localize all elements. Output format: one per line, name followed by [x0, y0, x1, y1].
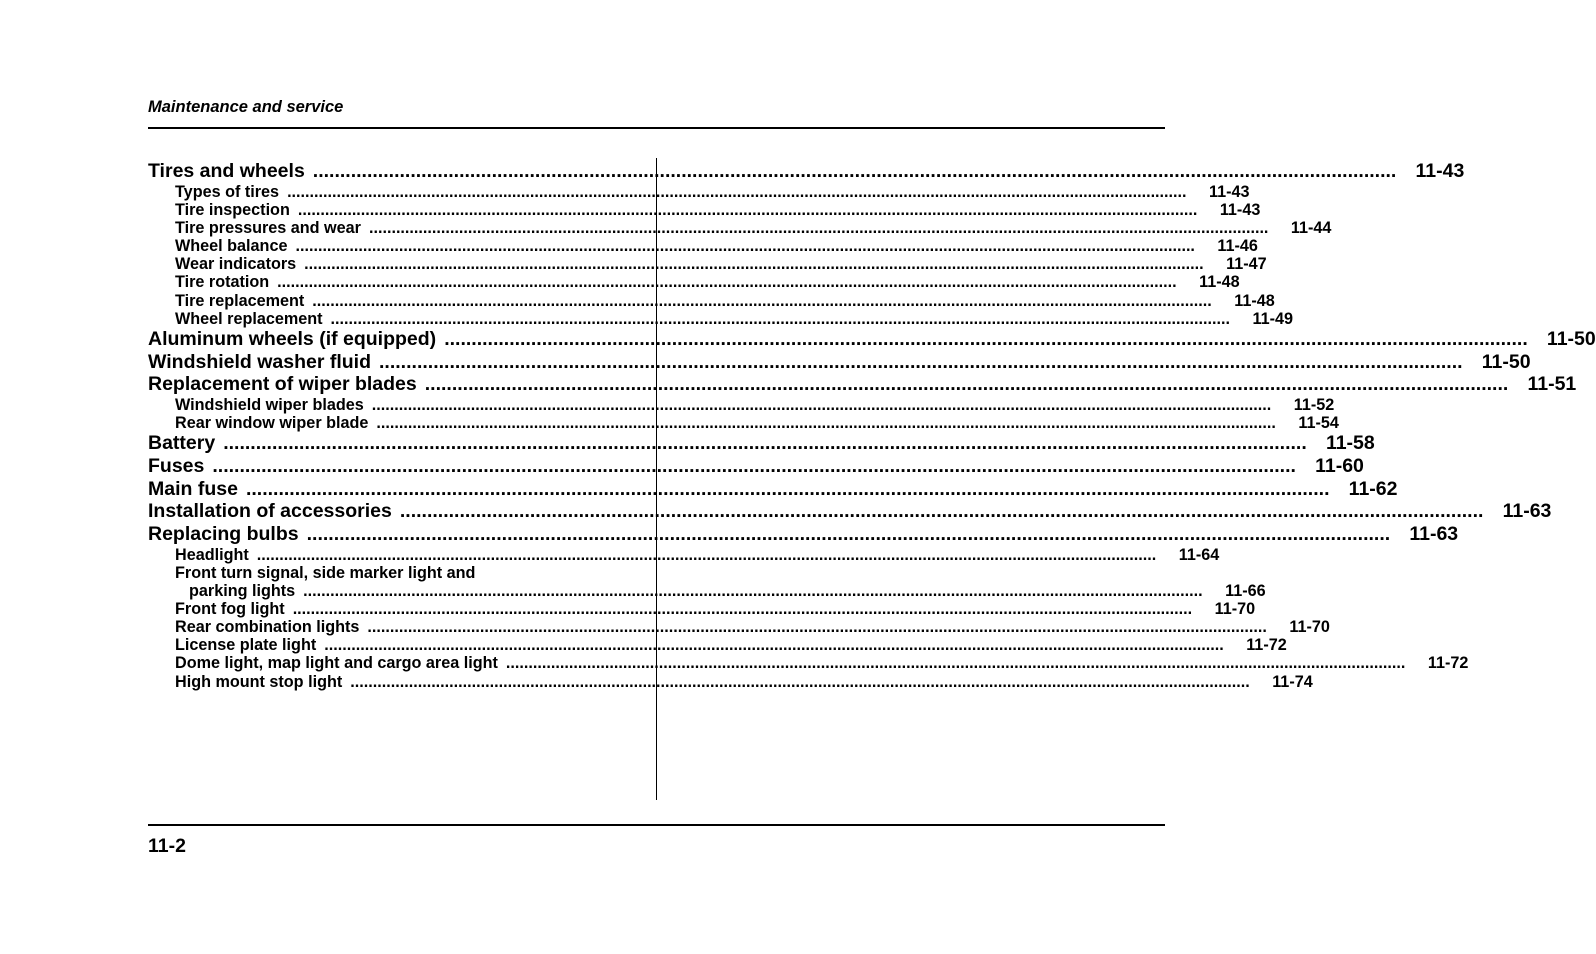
page-number: 11-2 [148, 835, 186, 857]
toc-entry-page: 11-47 [1226, 255, 1267, 274]
toc-subentry [148, 237, 1258, 256]
toc-entry-page: 11-50 [1481, 350, 1531, 373]
toc-subentry [148, 545, 1220, 564]
dot-leader: ........................................................................................................................................................................................................ [245, 477, 1330, 500]
dot-leader: ........................................................................................................................................................................................................ [371, 395, 1272, 414]
toc-entry-label: Replacing bulbs [148, 522, 299, 545]
toc-entry-page: 11-43 [1209, 182, 1250, 201]
toc-subentry [148, 654, 1469, 673]
toc-entry-label: Tire pressures and wear [175, 218, 361, 237]
toc-subentry [148, 182, 1250, 201]
dot-leader: ........................................................................................................................................................................................................ [304, 255, 1204, 274]
toc-entry-page: 11-43 [1415, 160, 1465, 182]
toc-entry-label: parking lights [189, 581, 296, 600]
toc-entry-label: Rear combination lights [175, 618, 360, 637]
toc-entry-page: 11-49 [1252, 309, 1294, 328]
dot-leader: ........................................................................................................................................................................................................ [379, 350, 1463, 373]
toc-entry-page: 11-64 [1178, 545, 1220, 564]
toc-entry-label: Main fuse [148, 477, 238, 500]
toc-entry-page: 11-46 [1217, 237, 1258, 256]
toc-entry [148, 477, 1398, 501]
dot-leader: ........................................................................................................................................................................................................ [277, 273, 1177, 292]
toc-entry [148, 373, 1577, 396]
toc-entry-label: License plate light [175, 636, 317, 655]
toc-subentry [148, 218, 1332, 237]
toc-entry [148, 432, 1375, 455]
toc-entry-page: 11-66 [1225, 581, 1266, 600]
toc-entry-label: Wear indicators [175, 255, 297, 274]
toc-entry-label: Types of tires [175, 182, 280, 201]
column-divider [656, 158, 657, 800]
toc-subentry [148, 414, 1339, 433]
toc-subentry [148, 255, 1267, 274]
dot-leader: ........................................................................................................................................................................................................ [292, 600, 1193, 619]
toc-entry [148, 327, 1596, 351]
toc-subentry [148, 309, 1294, 328]
toc-subentry [148, 618, 1330, 637]
toc-entry [148, 522, 1459, 546]
dot-leader: ........................................................................................................................................................................................................ [330, 309, 1231, 328]
toc-entry-label: Wheel replacement [175, 309, 323, 328]
toc-entry-page: 11-62 [1348, 477, 1398, 500]
toc-entry-label: Front fog light [175, 600, 285, 619]
toc-entry-page: 11-63 [1502, 500, 1552, 523]
footer-rule [148, 824, 1165, 826]
dot-leader: ........................................................................................................................................................................................................ [295, 237, 1195, 256]
toc-subentry [148, 395, 1335, 414]
toc-entry-label: Battery [148, 432, 216, 455]
toc-entry-label: Windshield washer fluid [148, 350, 372, 373]
toc-entry-label: Wheel balance [175, 237, 288, 256]
toc-entry-label: Dome light, map light and cargo area light [175, 654, 498, 673]
toc-entry-label: Windshield wiper blades [175, 395, 364, 414]
toc-entry-page: 11-72 [1246, 636, 1287, 655]
dot-leader: ........................................................................................................................................................................................................ [312, 291, 1212, 310]
toc-entry-page: 11-63 [1409, 522, 1459, 545]
toc-subentry [148, 564, 628, 582]
dot-leader: ........................................................................................................................................................................................................ [444, 327, 1528, 350]
toc-entry-label: High mount stop light [175, 672, 343, 691]
running-header: Maintenance and service [148, 98, 344, 116]
dot-leader: ........................................................................................................................................................................................................ [350, 672, 1250, 691]
dot-leader: ........................................................................................................................................................................................................ [505, 654, 1406, 673]
toc-entry-label: Tire replacement [175, 291, 305, 310]
toc-subentry [148, 291, 1275, 310]
dot-leader: ........................................................................................................................................................................................................ [303, 581, 1203, 600]
toc-entry-page: 11-48 [1199, 273, 1240, 292]
toc-entry-page: 11-72 [1427, 654, 1469, 673]
dot-leader: ........................................................................................................................................................................................................ [212, 454, 1296, 477]
dot-leader: ........................................................................................................................................................................................................ [367, 618, 1267, 637]
dot-leader: ........................................................................................................................................................................................................ [424, 373, 1509, 396]
dot-leader: ........................................................................................................................................................................................................ [324, 636, 1224, 655]
toc-subentry [148, 636, 1287, 655]
toc-entry [148, 350, 1531, 374]
header-rule [148, 127, 1165, 129]
toc-entry-label: Tires and wheels [148, 160, 305, 182]
toc-entry-label: Tire rotation [175, 273, 270, 292]
toc-entry-label: Installation of accessories [148, 500, 392, 523]
toc-entry-label: Replacement of wiper blades [148, 373, 417, 396]
toc-subentry [148, 200, 1261, 219]
toc-entry-page: 11-43 [1219, 200, 1261, 219]
dot-leader: ........................................................................................................................................................................................................ [399, 500, 1484, 523]
toc-subentry [148, 600, 1256, 619]
toc-entry-label: Front turn signal, side marker light and [175, 563, 476, 582]
dot-leader: ........................................................................................................................................................................................................ [256, 545, 1157, 564]
toc-entry-label: Headlight [175, 545, 249, 564]
toc-entry-label: Tire inspection [175, 200, 290, 219]
toc-entry-page: 11-70 [1289, 618, 1330, 637]
toc-entry-page: 11-50 [1546, 327, 1596, 350]
dot-leader: ........................................................................................................................................................................................................ [287, 182, 1187, 201]
toc-entry-page: 11-44 [1290, 218, 1332, 237]
toc-entry-page: 11-54 [1298, 414, 1339, 433]
toc-entry [148, 500, 1552, 523]
toc-entry-label: Aluminum wheels (if equipped) [148, 327, 437, 350]
toc-entry [148, 160, 1465, 183]
table-of-contents [148, 160, 1596, 691]
toc-entry-label: Rear window wiper blade [175, 414, 369, 433]
toc-entry-page: 11-70 [1214, 600, 1256, 619]
dot-leader: ........................................................................................................................................................................................................ [297, 200, 1198, 219]
toc-entry-page: 11-58 [1325, 432, 1375, 455]
dot-leader: ........................................................................................................................................................................................................ [376, 414, 1276, 433]
toc-subentry [148, 581, 1266, 600]
toc-entry-page: 11-52 [1293, 395, 1335, 414]
toc-subentry [148, 273, 1240, 292]
dot-leader: ........................................................................................................................................................................................................ [223, 432, 1307, 455]
toc-entry-page: 11-74 [1272, 672, 1313, 691]
toc-entry-page: 11-51 [1527, 373, 1577, 396]
toc-subentry [148, 672, 1313, 691]
toc-entry [148, 454, 1364, 478]
toc-entry-page: 11-48 [1234, 291, 1275, 310]
dot-leader: ........................................................................................................................................................................................................ [368, 218, 1269, 237]
toc-entry-page: 11-60 [1315, 454, 1364, 477]
dot-leader: ........................................................................................................................................................................................................ [306, 522, 1391, 545]
dot-leader: ........................................................................................................................................................................................................ [312, 160, 1397, 182]
toc-entry-label: Fuses [148, 454, 205, 477]
